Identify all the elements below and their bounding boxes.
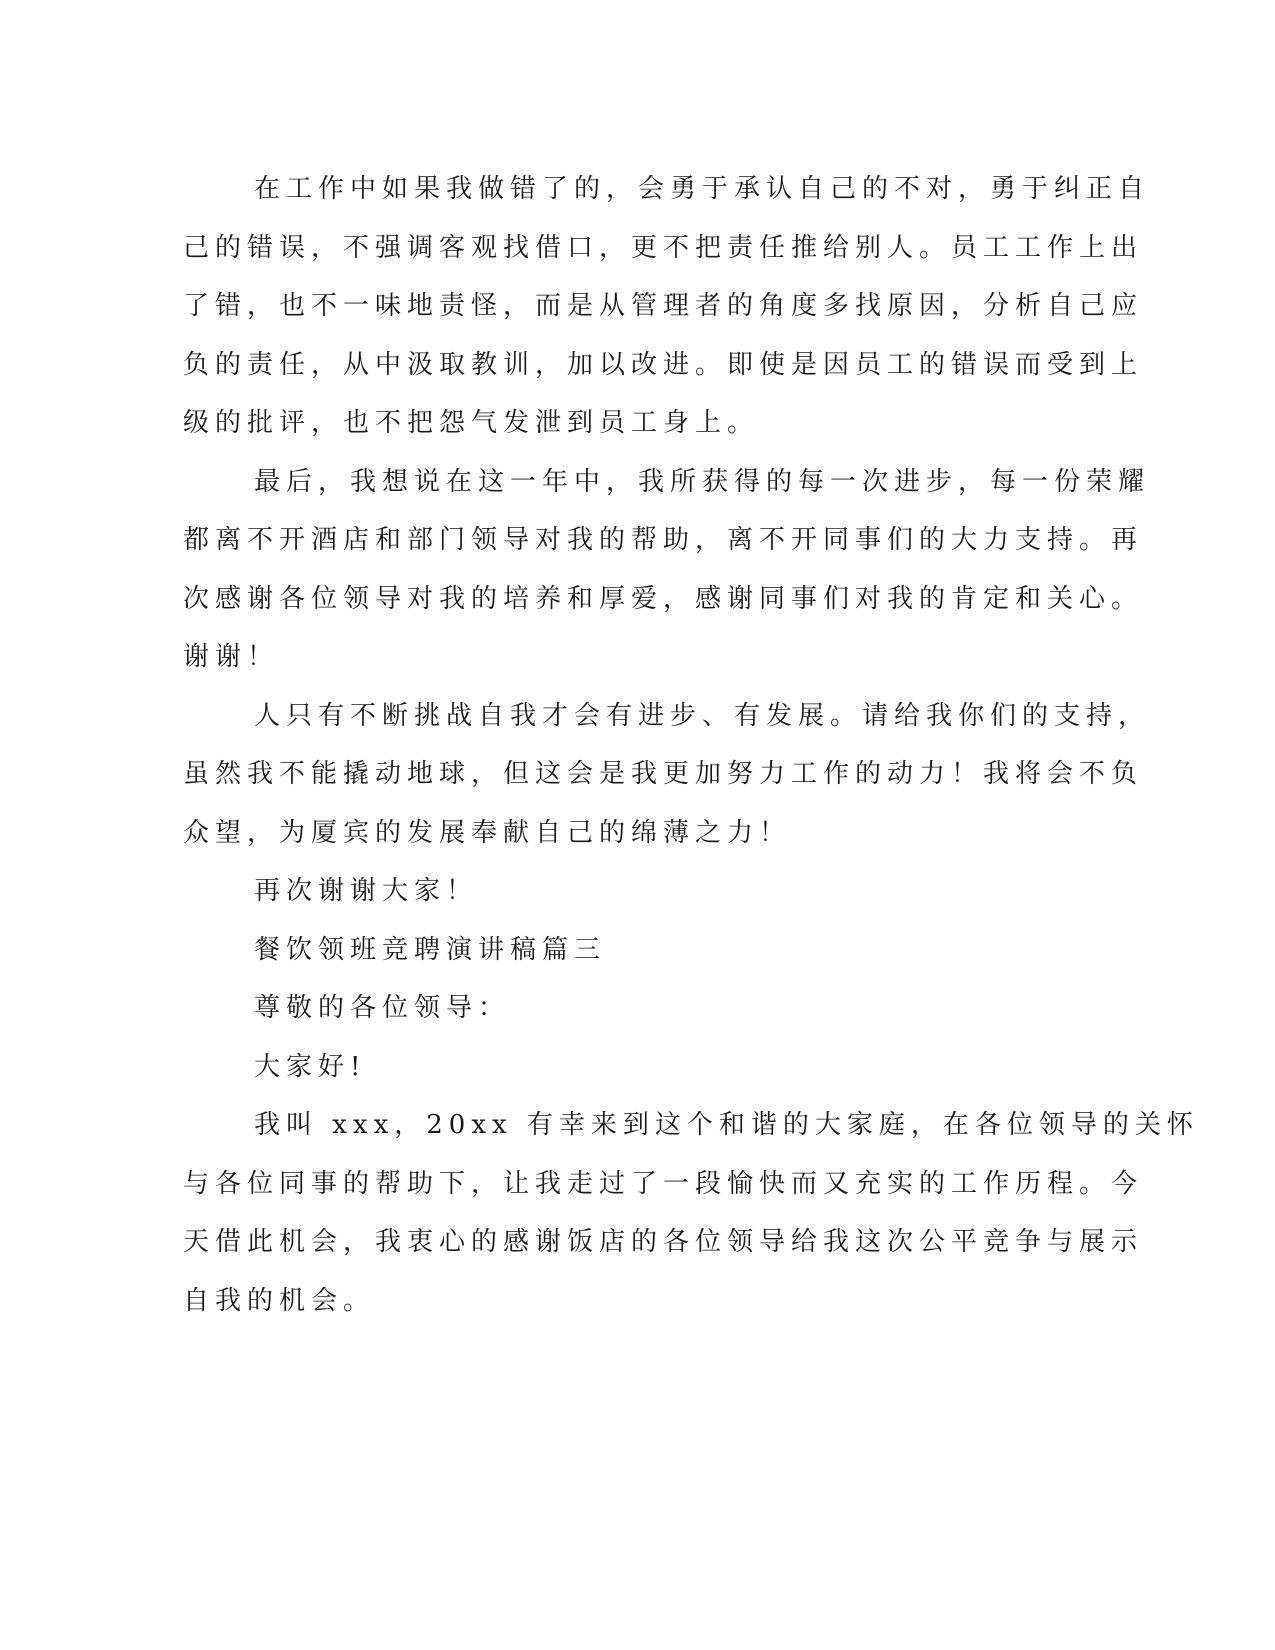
paragraph-1-line-4: 负的责任，从中汲取教训，加以改进。即使是因员工的错误而受到上 xyxy=(183,349,1144,380)
paragraph-4-line-4: 自我的机会。 xyxy=(183,1285,376,1316)
salutation: 尊敬的各位领导： xyxy=(254,993,511,1023)
paragraph-4-line-3: 天借此机会，我衷心的感谢饭店的各位领导给我这次公平竞争与展示 xyxy=(183,1227,1144,1257)
paragraph-2-line-1: 最后，我想说在这一年中，我所获得的每一次进步，每一份荣耀 xyxy=(254,466,1151,497)
greeting: 大家好! xyxy=(254,1051,367,1082)
paragraph-1-line-1: 在工作中如果我做错了的，会勇于承认自己的不对，勇于纠正自 xyxy=(254,174,1151,204)
document-body xyxy=(183,160,1199,1330)
paragraph-3-line-3: 众望，为厦宾的发展奉献自己的绵薄之力！ xyxy=(183,817,792,848)
paragraph-3-line-1: 人只有不断挑战自我才会有进步、有发展。请给我你们的支持， xyxy=(254,700,1151,731)
section-heading: 餐饮领班竞聘演讲稿篇三 xyxy=(254,934,607,965)
paragraph-2-line-2: 都离不开酒店和部门领导对我的帮助，离不开同事们的大力支持。再 xyxy=(183,525,1144,555)
paragraph-1-line-5: 级的批评，也不把怨气发泄到员工身上。 xyxy=(183,408,760,438)
paragraph-4-line-1: 我叫 xxx，20xx 有幸来到这个和谐的大家庭，在各位领导的关怀 xyxy=(254,1110,1199,1140)
closing-thanks: 再次谢谢大家！ xyxy=(254,876,479,906)
paragraph-2-line-4: 谢谢！ xyxy=(183,642,280,672)
paragraph-2-line-3: 次感谢各位领导对我的培养和厚爱，感谢同事们对我的肯定和关心。 xyxy=(183,583,1144,614)
paragraph-1-line-3: 了错，也不一味地责怪，而是从管理者的角度多找原因，分析自己应 xyxy=(183,291,1144,321)
paragraph-1-line-2: 己的错误，不强调客观找借口，更不把责任推给别人。员工工作上出 xyxy=(183,232,1144,263)
paragraph-4-line-2: 与各位同事的帮助下，让我走过了一段愉快而又充实的工作历程。今 xyxy=(183,1168,1144,1199)
paragraph-3-line-2: 虽然我不能撬动地球，但这会是我更加努力工作的动力！我将会不负 xyxy=(183,759,1144,789)
